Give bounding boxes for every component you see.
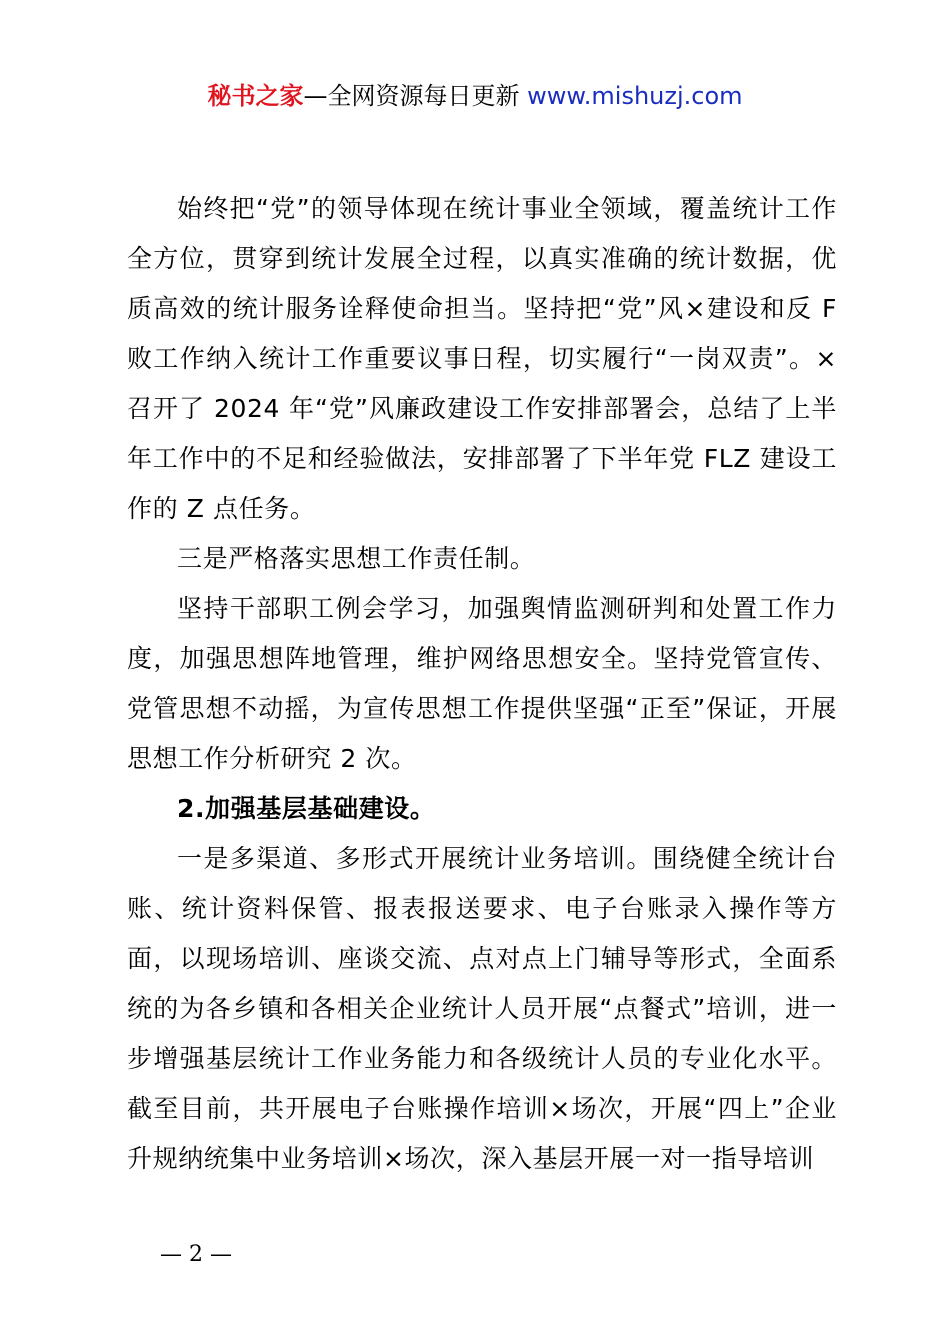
- page-number: — 2 —: [160, 1242, 232, 1267]
- site-url-link[interactable]: www.mishuzj.com: [527, 82, 743, 110]
- paragraph-ideology-work: 坚持干部职工例会学习，加强舆情监测研判和处置工作力度，加强思想阵地管理，维护网络思想安全。坚持党管宣传、党管思想不动摇，为宣传思想工作提供坚强“正至”保证，开展思想工作分析研究 2 次。: [127, 594, 837, 773]
- paragraph-party-leadership: 始终把“党”的领导体现在统计事业全领域，覆盖统计工作全方位，贯穿到统计发展全过程，以真实准确的统计数据，优质高效的统计服务诠释使命担当。坚持把“党”风×建设和反 F 败工作纳入统计工作重要议事日程，切实履行“一岗双责”。×召开了 2024 年“党”风廉政建设工作安排部署会，总结了上半年工作中的不足和经验做法，安排部署了下半年党 FLZ 建设工作的 Z 点任务。: [127, 194, 837, 523]
- site-brand: 秘书之家: [207, 82, 304, 110]
- site-tagline: —全网资源每日更新: [303, 82, 528, 110]
- paragraph-training: 一是多渠道、多形式开展统计业务培训。围绕健全统计台账、统计资料保管、报表报送要求、电子台账录入操作等方面，以现场培训、座谈交流、点对点上门辅导等形式，全面系统的为各乡镇和各相关企业统计人员开展“点餐式”培训，进一步增强基层统计工作业务能力和各级统计人员的专业化水平。截至目前，共开展电子台账操作培训×场次，开展“四上”企业升规纳统集中业务培训×场次，深入基层开展一对一指导培训: [127, 844, 837, 1173]
- section-heading-grassroots: 2.加强基层基础建设。: [177, 794, 436, 823]
- site-banner: [0, 78, 950, 114]
- document-body: [127, 184, 837, 1184]
- paragraph-subheading-responsibility: 三是严格落实思想工作责任制。: [177, 544, 536, 573]
